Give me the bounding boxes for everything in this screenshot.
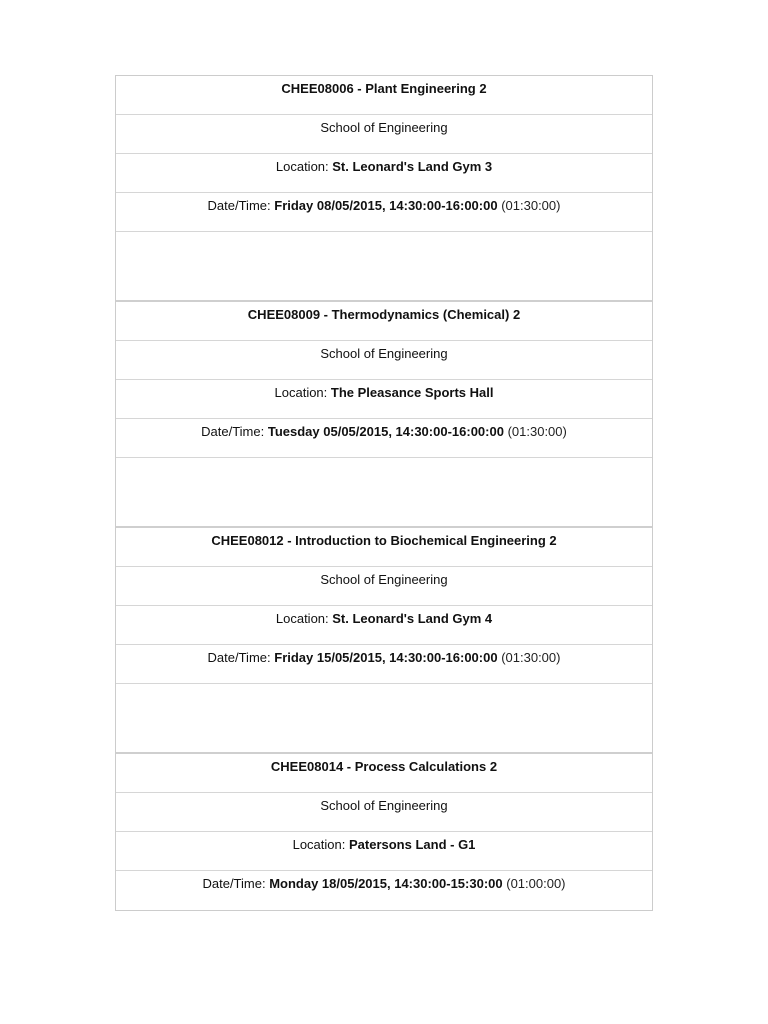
exam-timetable: [115, 75, 653, 911]
entry-spacer: [116, 232, 652, 300]
exam-location: [116, 154, 652, 193]
exam-title: CHEE08009 - Thermodynamics (Chemical) 2: [116, 302, 652, 341]
duration-value: (01:00:00): [506, 876, 566, 891]
exam-entry: [116, 754, 652, 910]
exam-datetime: [116, 419, 652, 458]
exam-location: [116, 606, 652, 645]
exam-datetime: [116, 645, 652, 684]
datetime-label: Date/Time:: [207, 198, 271, 213]
location-value: The Pleasance Sports Hall: [330, 385, 494, 400]
datetime-value: Monday 18/05/2015, 14:30:00-15:30:00: [269, 876, 503, 891]
exam-entry: [116, 302, 652, 528]
duration-value: (01:30:00): [501, 198, 561, 213]
exam-location: [116, 832, 652, 871]
location-label: Location:: [292, 837, 346, 852]
exam-school: School of Engineering: [116, 567, 652, 606]
location-value: Patersons Land - G1: [348, 837, 476, 852]
datetime-value: Friday 08/05/2015, 14:30:00-16:00:00: [274, 198, 498, 213]
location-label: Location:: [275, 159, 329, 174]
datetime-value: Tuesday 05/05/2015, 14:30:00-16:00:00: [267, 424, 504, 439]
exam-school: School of Engineering: [116, 115, 652, 154]
location-label: Location:: [275, 611, 329, 626]
duration-value: (01:30:00): [507, 424, 567, 439]
datetime-value: Friday 15/05/2015, 14:30:00-16:00:00: [274, 650, 498, 665]
exam-school: School of Engineering: [116, 341, 652, 380]
exam-entry: [116, 76, 652, 302]
exam-school: School of Engineering: [116, 793, 652, 832]
entry-spacer: [116, 458, 652, 526]
exam-title: CHEE08012 - Introduction to Biochemical Engineering 2: [116, 528, 652, 567]
datetime-label: Date/Time:: [202, 876, 266, 891]
location-value: St. Leonard's Land Gym 3: [332, 159, 493, 174]
exam-datetime: [116, 871, 652, 910]
entry-spacer: [116, 684, 652, 752]
exam-location: [116, 380, 652, 419]
exam-entry: [116, 528, 652, 754]
location-value: St. Leonard's Land Gym 4: [332, 611, 493, 626]
datetime-label: Date/Time:: [201, 424, 265, 439]
location-label: Location:: [274, 385, 328, 400]
exam-datetime: [116, 193, 652, 232]
duration-value: (01:30:00): [501, 650, 561, 665]
datetime-label: Date/Time:: [207, 650, 271, 665]
exam-title: CHEE08006 - Plant Engineering 2: [116, 76, 652, 115]
exam-title: CHEE08014 - Process Calculations 2: [116, 754, 652, 793]
